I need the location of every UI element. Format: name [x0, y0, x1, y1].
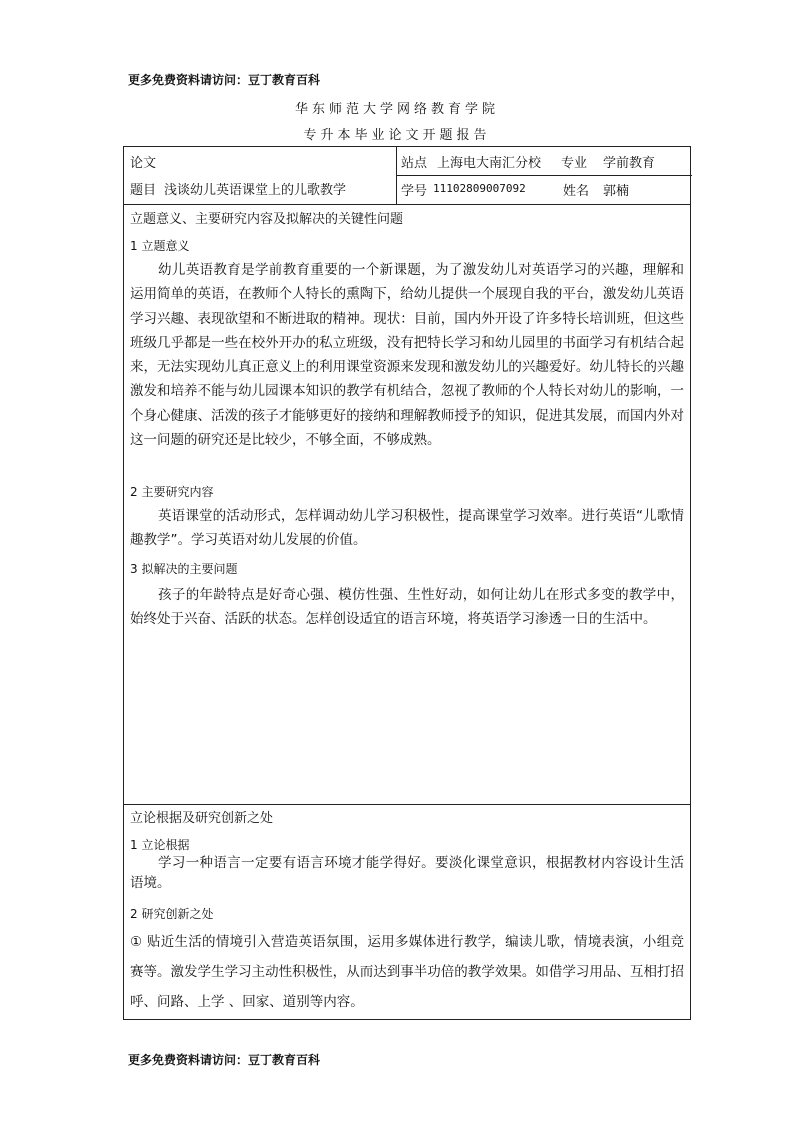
- major-value: 学前教育: [603, 156, 656, 171]
- section-basis-innovation: [124, 804, 690, 1021]
- section1-title: 立题意义、主要研究内容及拟解决的关键性问题: [130, 212, 404, 227]
- sub3-title: 3 拟解决的主要问题: [130, 562, 238, 576]
- section2-title: 立论根据及研究创新之处: [130, 811, 274, 826]
- row-divider: [396, 175, 692, 176]
- sub1-text: 幼儿英语教育是学前教育重要的一个新课题，为了激发幼儿对英语学习的兴趣，理解和运用简单的英语，在教师个人特长的熏陶下，给幼儿提供一个展现自我的平台，激发幼儿英语学习兴趣、表现欲望和不断进取的精神。现状：目前，国内外开设了许多特长培训班，但这些班级几乎都是一些在校外开办的私立班级，没有把特长学习和幼儿园里的书面学习有机结合起来，无法实现幼儿真正意义上的利用课堂资源来发现和激发幼儿的兴趣爱好。幼儿特长的兴趣激发和培养不能与幼儿园课本知识的教学有机结合，忽视了教师的个人特长对幼儿的影响，一个身心健康、活泼的孩子才能够更好的接纳和理解教师授予的知识，促进其发展，而国内外对这一问题的研究还是比较少，不够全面，不够成熟。: [130, 262, 684, 449]
- student-id-value: 11102809007092: [433, 182, 526, 195]
- footer-note: 更多免费资料请访问：豆丁教育百科: [128, 1053, 321, 1067]
- student-id-label: 学号: [401, 184, 428, 199]
- topic-label-line2: 题目: [130, 183, 157, 198]
- sub3-text: 孩子的年龄特点是好奇心强、模仿性强、生性好动，如何让幼儿在形式多变的教学中，始终处于兴奋、活跃的状态。怎样创设适宜的语言环境，将英语学习渗透一日的生活中。: [130, 587, 684, 628]
- topic-value: 浅谈幼儿英语课堂上的儿歌教学: [164, 183, 347, 198]
- sub2-title: 2 主要研究内容: [130, 485, 214, 499]
- institution-title: 华东师范大学网络教育学院: [294, 102, 499, 117]
- proposal-table: [123, 146, 691, 1020]
- topic-label-line1: 论文: [130, 156, 157, 171]
- sub2-2-title: 2 研究创新之处: [130, 907, 214, 921]
- sub2-text: 英语课堂的活动形式，怎样调动幼儿学习积极性，提高课堂学习效率。进行英语“儿歌情趣教学”。学习英语对幼儿发展的价值。: [130, 508, 684, 549]
- sub2-2-text: ① 贴近生活的情境引入营造英语氛围，运用多媒体进行教学，编读儿歌，情境表演，小组竞赛等。激发学生学习主动性积极性，从而达到事半功倍的教学效果。如借学习用品、互相打招呼、问路、上学 、回家、道别等内容。: [130, 934, 684, 1010]
- sub2-1-title: 1 立论根据: [130, 838, 190, 852]
- section-significance: [124, 204, 690, 805]
- station-value: 上海电大南汇分校: [437, 156, 542, 171]
- station-label: 站点: [401, 156, 428, 171]
- info-row: [124, 147, 690, 205]
- sub1-title: 1 立题意义: [130, 239, 190, 253]
- major-label: 专业: [561, 156, 588, 171]
- report-title: 专升本毕业论文开题报告: [303, 128, 491, 143]
- sub2-1-text: 学习一种语言一定要有语言环境才能学得好。要淡化课堂意识，根据教材内容设计生活语境。: [130, 855, 684, 891]
- name-value: 郭楠: [603, 184, 630, 199]
- name-label: 姓名: [563, 184, 590, 199]
- header-note: 更多免费资料请访问：豆丁教育百科: [128, 73, 321, 87]
